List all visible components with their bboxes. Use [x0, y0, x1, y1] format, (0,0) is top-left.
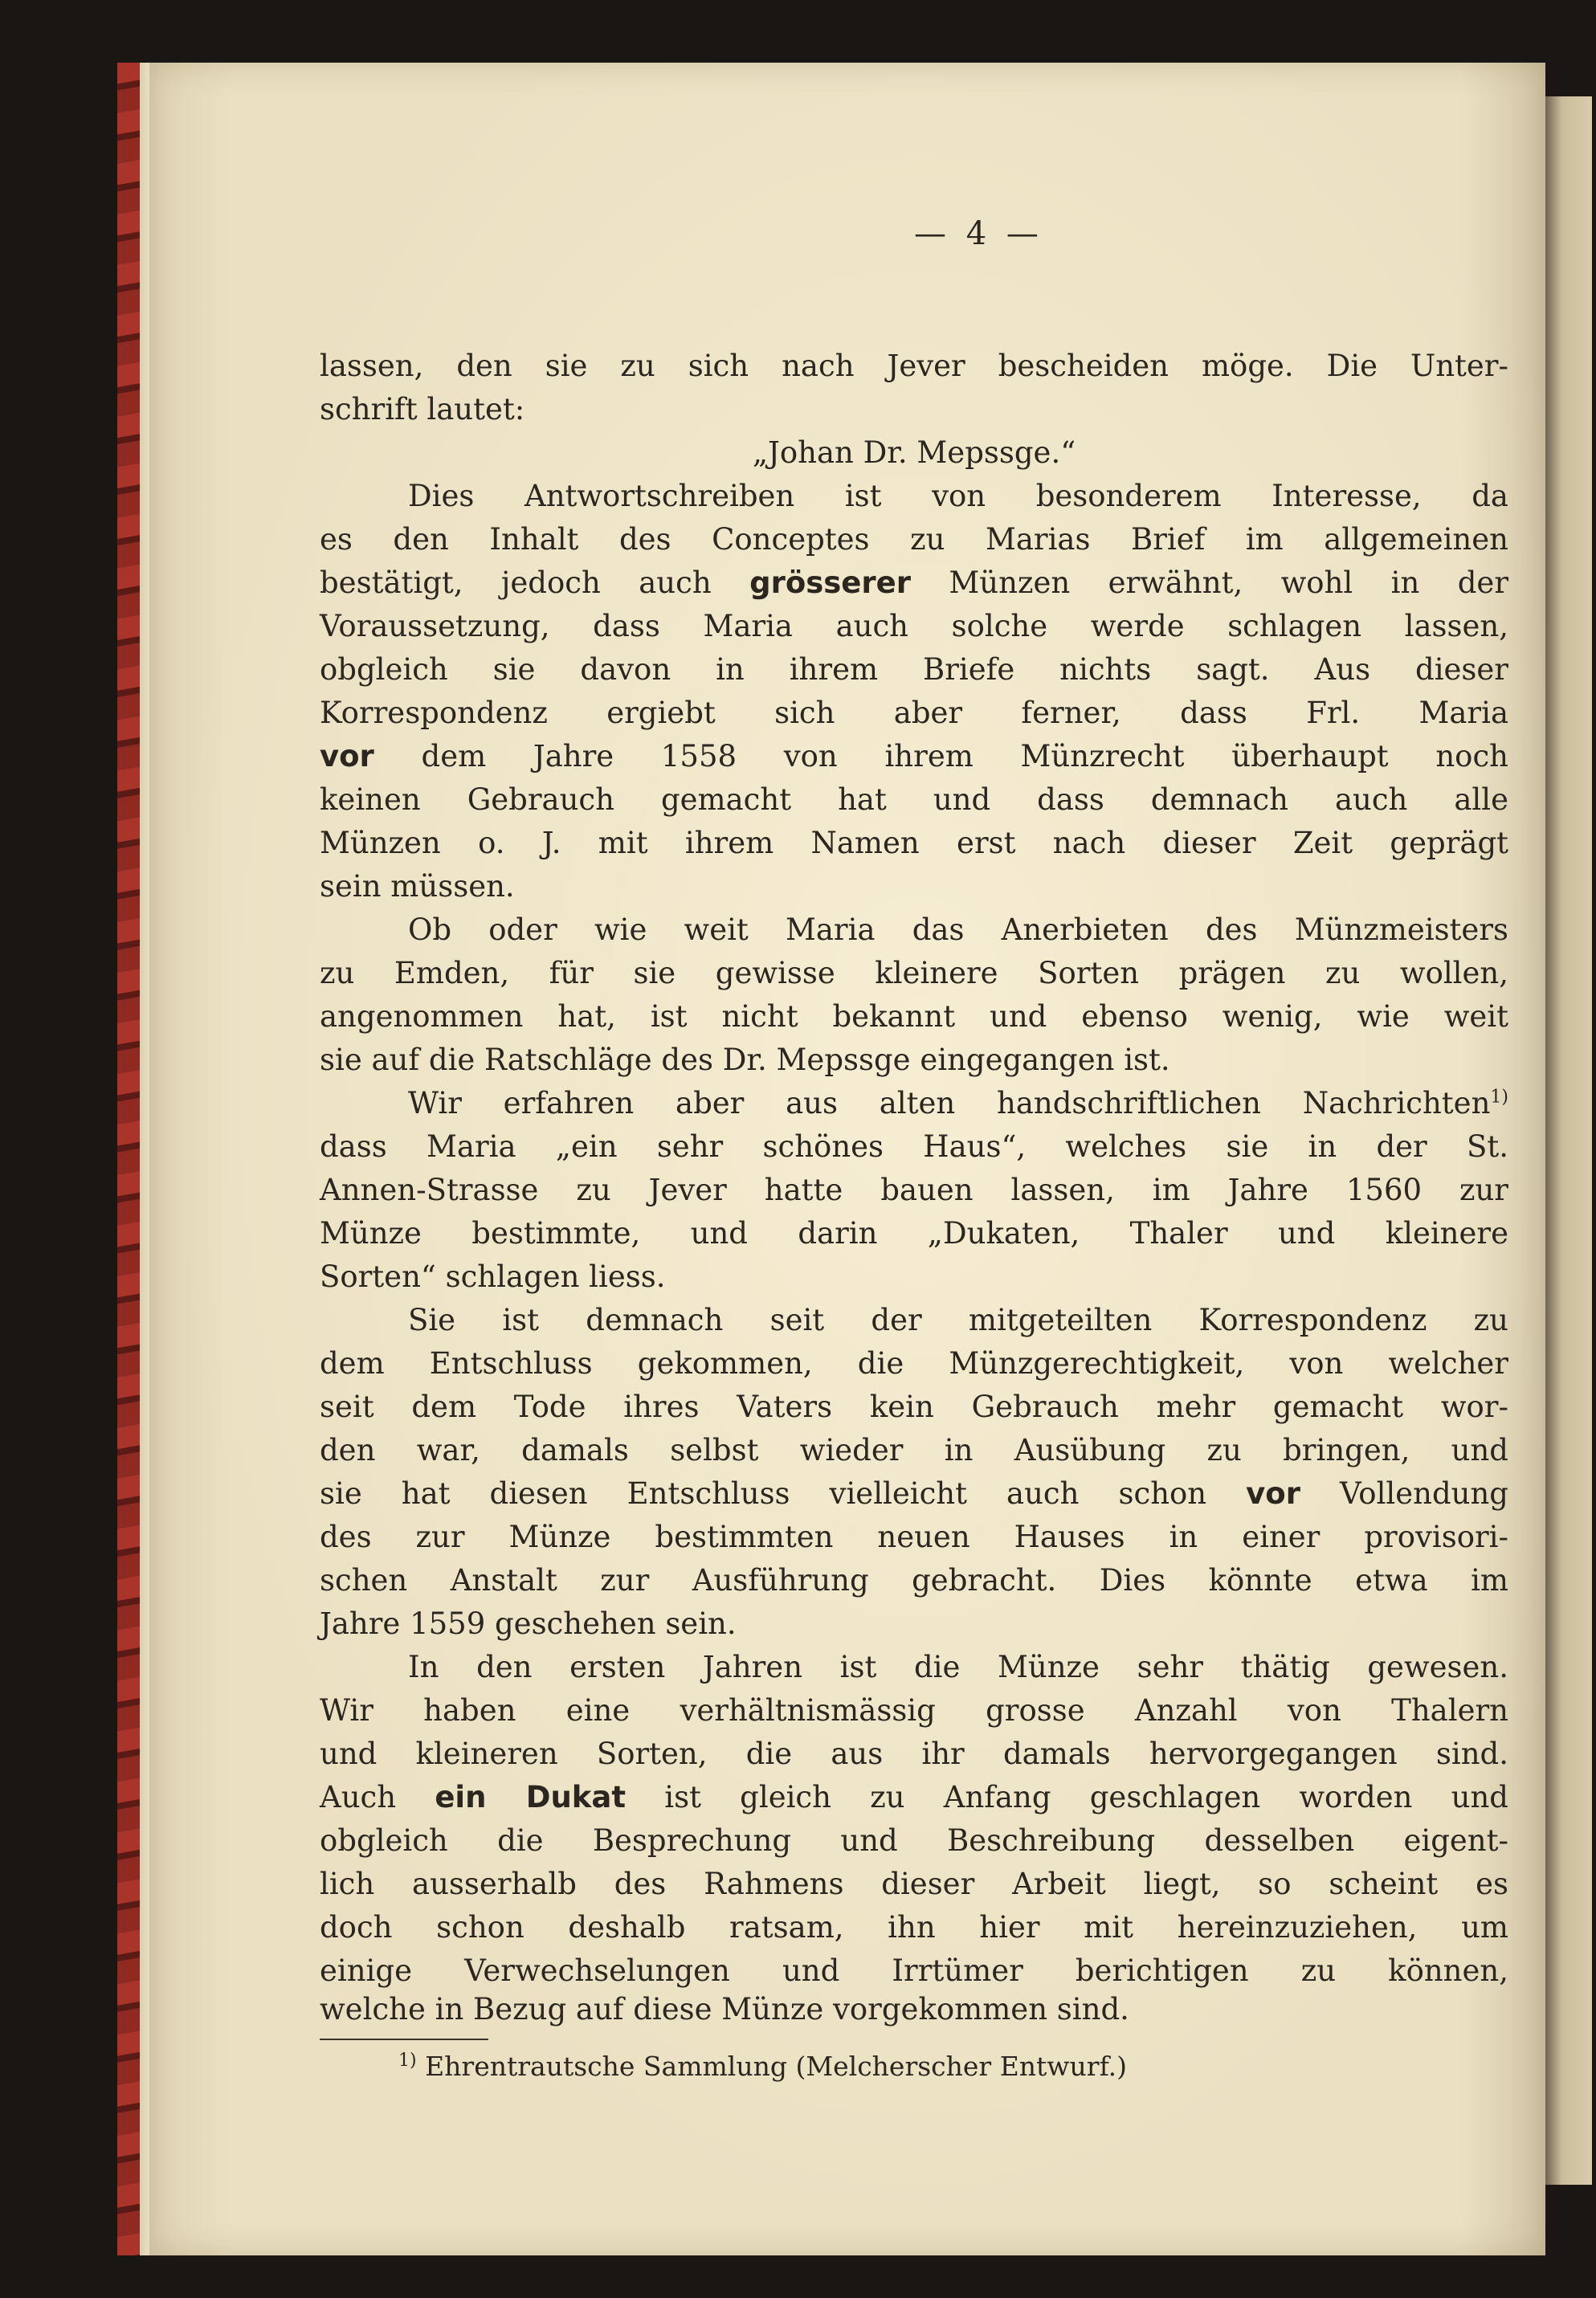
next-page-edge	[1545, 96, 1592, 2185]
text-line: obgleich sie davon in ihrem Briefe nichts sagt. Aus dieser	[320, 652, 1508, 687]
text-line: Sie ist demnach seit der mitgeteilten Korrespondenz zu	[408, 1303, 1508, 1337]
text-line: obgleich die Besprechung und Beschreibung desselben eigent-	[320, 1823, 1508, 1858]
text-line: Dies Antwortschreiben ist von besonderem Interesse, da	[408, 479, 1508, 513]
page-number: — 4 —	[914, 215, 1043, 252]
text-line: keinen Gebrauch gemacht hat und dass demnach auch alle	[320, 782, 1508, 817]
footnote-text: Ehrentrautsche Sammlung (Melcherscher Entwurf.)	[425, 2051, 1127, 2082]
emphasis-text: grösserer	[749, 565, 911, 600]
text-line: In den ersten Jahren ist die Münze sehr thätig gewesen.	[408, 1650, 1508, 1684]
text-line: sie auf die Ratschläge des Dr. Mepssge eingegangen ist.	[320, 1043, 1170, 1077]
text-line: vor dem Jahre 1558 von ihrem Münzrecht überhaupt noch	[320, 739, 1508, 773]
footnote-mark: 1)	[398, 2051, 417, 2071]
footnote-marker: 1)	[1490, 1087, 1508, 1108]
text-line: seit dem Tode ihres Vaters kein Gebrauch mehr gemacht wor-	[320, 1390, 1508, 1424]
emphasis-text: vor	[1246, 1476, 1300, 1511]
emphasis-text: vor	[320, 739, 374, 773]
book-page	[149, 63, 1545, 2255]
text-line: sein müssen.	[320, 869, 515, 904]
red-binding-strip	[117, 63, 140, 2255]
footnote-rule	[320, 2039, 488, 2040]
text-line: zu Emden, für sie gewisse kleinere Sorten prägen zu wollen,	[320, 956, 1508, 990]
text-line: Korrespondenz ergiebt sich aber ferner, dass Frl. Maria	[320, 696, 1508, 730]
text-line: schrift lautet:	[320, 392, 525, 427]
text-line: Auch ein Dukat ist gleich zu Anfang geschlagen worden und	[320, 1780, 1508, 1814]
text-line: angenommen hat, ist nicht bekannt und ebenso wenig, wie weit	[320, 999, 1508, 1034]
text-line: lassen, den sie zu sich nach Jever bescheiden möge. Die Unter-	[320, 349, 1508, 383]
text-line: und kleineren Sorten, die aus ihr damals hervorgegangen sind.	[320, 1737, 1508, 1771]
signature-quote: „Johan Dr. Mepssge.“	[752, 435, 1076, 470]
text-line: dass Maria „ein sehr schönes Haus“, welches sie in der St.	[320, 1129, 1508, 1164]
text-line: sie hat diesen Entschluss vielleicht auch schon vor Vollendung	[320, 1476, 1508, 1511]
text-line: Ob oder wie weit Maria das Anerbieten des Münzmeisters	[408, 912, 1508, 947]
text-line: den war, damals selbst wieder in Ausübung zu bringen, und	[320, 1433, 1508, 1467]
text-line: schen Anstalt zur Ausführung gebracht. Dies könnte etwa im	[320, 1563, 1508, 1598]
text-line: Annen-Strasse zu Jever hatte bauen lassen, im Jahre 1560 zur	[320, 1173, 1508, 1207]
text-line: Jahre 1559 geschehen sein.	[320, 1606, 737, 1641]
footnote	[398, 2047, 1127, 2087]
text-line: Wir haben eine verhältnismässig grosse Anzahl von Thalern	[320, 1693, 1508, 1728]
text-line: bestätigt, jedoch auch grösserer Münzen erwähnt, wohl in der	[320, 565, 1509, 600]
text-line: Münze bestimmte, und darin „Dukaten, Thaler und kleinere	[320, 1216, 1508, 1251]
text-line: Sorten“ schlagen liess.	[320, 1259, 666, 1294]
emphasis-text: ein Dukat	[435, 1780, 627, 1814]
text-line: welche in Bezug auf diese Münze vorgekommen sind.	[320, 1992, 1129, 2027]
text-line: dem Entschluss gekommen, die Münzgerechtigkeit, von welcher	[320, 1346, 1508, 1381]
text-line: lich ausserhalb des Rahmens dieser Arbeit liegt, so scheint es	[320, 1867, 1508, 1901]
text-line: einige Verwechselungen und Irrtümer berichtigen zu können,	[320, 1953, 1508, 1988]
text-line: es den Inhalt des Conceptes zu Marias Brief im allgemeinen	[320, 522, 1508, 557]
text-line: doch schon deshalb ratsam, ihn hier mit hereinzuziehen, um	[320, 1910, 1508, 1945]
text-line: Voraussetzung, dass Maria auch solche werde schlagen lassen,	[320, 609, 1508, 643]
text-line: Wir erfahren aber aus alten handschriftlichen Nachrichten$^{1)}$	[408, 1086, 1508, 1120]
text-line: Münzen o. J. mit ihrem Namen erst nach dieser Zeit geprägt	[320, 826, 1508, 860]
text-line: des zur Münze bestimmten neuen Hauses in einer provisori-	[320, 1520, 1508, 1554]
